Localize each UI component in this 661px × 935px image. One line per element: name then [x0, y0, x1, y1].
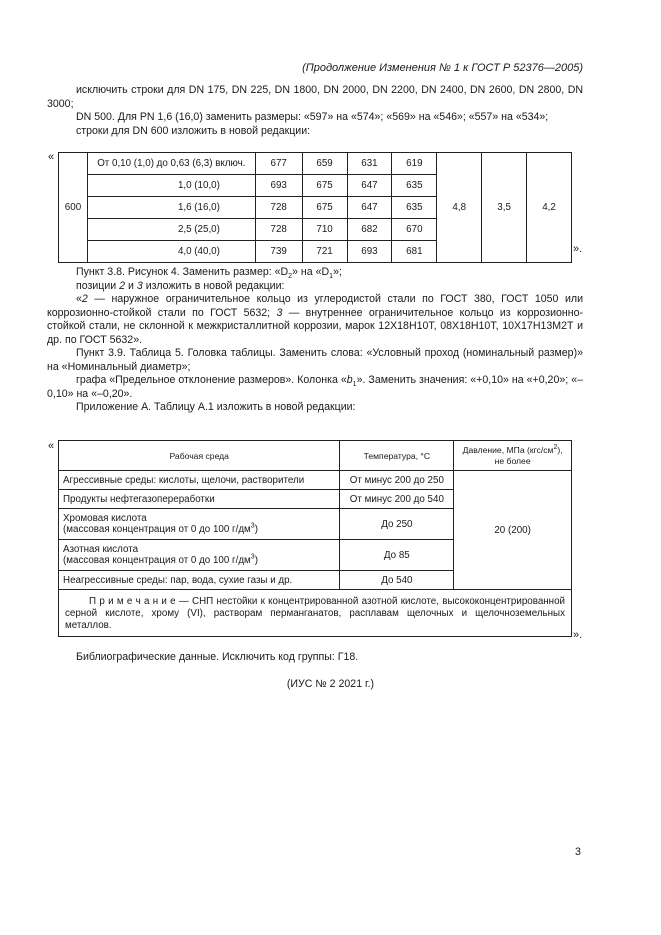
medium-cell: Хромовая кислота (массовая концентрация от 0 до 100 $г/дм^3$) [59, 509, 340, 540]
merged-cell-3: 4,2 [527, 153, 572, 263]
medium-cell: Продукты нефтегазопереработки [59, 490, 340, 509]
paragraph-biblio: Библиографические данные. Исключить код группы: Г18. [76, 651, 359, 663]
paragraph-dn600: строки для DN 600 изложить в новой редакции: [76, 125, 311, 137]
paragraph-graf: графа «Предельное отклонение размеров». Колонка «$b_1$». Заменить значения: «+0,10» на «+0,20»; «–0,10» на «–0,20». [47, 374, 583, 400]
paragraph-rings: «2 — наружное ограничительное кольцо из углеродистой стали по ГОСТ 380, ГОСТ 1050 или коррозионно-стойкой стали по ГОСТ 5632; 3 — внутреннее ограничительное кольцо из коррозионно-стойкой стали, не склонной к межкристаллитной коррозии, марок 12Х18Н10Т, 08Х18Н10Т, 10Х17Н13М2Т и др. по ГОСТ 5632». [47, 293, 584, 346]
pn-cell: 4,0 (40,0) [87, 241, 255, 263]
value-cell: 647 [347, 197, 392, 219]
table-note: П р и м е ч а н и е — СНП нестойки к концентрированной азотной кислоте, высококонцентрированной серной кислоте, хрому (VI), растворам перманганатов, расплавам щелочных и щелочноземельных металлов. [59, 590, 572, 637]
value-cell: 631 [347, 153, 392, 175]
value-cell: 677 [255, 153, 302, 175]
value-cell: 682 [347, 219, 392, 241]
ius-reference: (ИУС № 2 2021 г.) [286, 678, 375, 690]
table-note-row [59, 590, 572, 637]
value-cell: 619 [392, 153, 437, 175]
header-pressure: Давление, МПа $(кгс/см^2)$, не более [454, 441, 572, 471]
value-cell: 675 [302, 197, 347, 219]
medium-cell: Азотная кислота (массовая концентрация от 0 до 100 $г/дм^3$) [59, 540, 340, 571]
table-row [59, 471, 572, 490]
paragraph-p39: Пункт 3.9. Таблица 5. Головка таблицы. Заменить слова: «Условный проход (номинальный размер)» на «Номинальный диаметр»; [47, 347, 583, 373]
header-temperature: Температура, °С [340, 441, 454, 471]
pressure-cell: 20 (200) [454, 471, 572, 590]
paragraph-exclude-rows: исключить строки для DN 175, DN 225, DN 1800, DN 2000, DN 2200, DN 2400, DN 2600, DN 2800, DN 3000; [47, 84, 583, 110]
value-cell: 659 [302, 153, 347, 175]
temperature-cell: До 85 [340, 540, 454, 571]
medium-cell: Агрессивные среды: кислоты, щелочи, растворители [59, 471, 340, 490]
temperature-cell: От минус 200 до 540 [340, 490, 454, 509]
value-cell: 739 [255, 241, 302, 263]
medium-cell: Неагрессивные среды: пар, вода, сухие газы и др. [59, 571, 340, 590]
temperature-cell: До 540 [340, 571, 454, 590]
document-header: (Продолжение Изменения № 1 к ГОСТ Р 52376—2005) [302, 62, 583, 74]
value-cell: 635 [392, 197, 437, 219]
paragraph-positions: позиции 2 и 3 изложить в новой редакции: [76, 280, 285, 292]
table-row [59, 153, 572, 175]
pn-cell: 2,5 (25,0) [87, 219, 255, 241]
value-cell: 647 [347, 175, 392, 197]
value-cell: 728 [255, 197, 302, 219]
value-cell: 721 [302, 241, 347, 263]
merged-cell-1: 4,8 [437, 153, 482, 263]
quote-open-table1: « [48, 151, 55, 163]
pn-cell: 1,6 (16,0) [87, 197, 255, 219]
temperature-cell: От минус 200 до 250 [340, 471, 454, 490]
pn-cell: От 0,10 (1,0) до 0,63 (6,3) включ. [87, 153, 255, 175]
temperature-cell: До 250 [340, 509, 454, 540]
pn-cell: 1,0 (10,0) [87, 175, 255, 197]
value-cell: 675 [302, 175, 347, 197]
header-medium: Рабочая среда [59, 441, 340, 471]
value-cell: 670 [392, 219, 437, 241]
value-cell: 681 [392, 241, 437, 263]
paragraph-p38: Пункт 3.8. Рисунок 4. Заменить размер: «$D_2$» на «$D_1$»; [76, 266, 342, 281]
table-header-row [59, 441, 572, 471]
quote-close-table2: ». [573, 629, 583, 641]
dn600-table [58, 152, 572, 263]
quote-open-table2: « [48, 440, 55, 452]
quote-close-table1: ». [573, 243, 583, 255]
paragraph-appendix-a: Приложение А. Таблицу А.1 изложить в новой редакции: [76, 401, 356, 413]
value-cell: 710 [302, 219, 347, 241]
dn-cell: 600 [59, 153, 88, 263]
value-cell: 693 [255, 175, 302, 197]
paragraph-dn500: DN 500. Для PN 1,6 (16,0) заменить размеры: «597» на «574»; «569» на «546»; «557» на «534»; [76, 111, 549, 123]
value-cell: 635 [392, 175, 437, 197]
value-cell: 728 [255, 219, 302, 241]
merged-cell-2: 3,5 [482, 153, 527, 263]
value-cell: 693 [347, 241, 392, 263]
page-number: 3 [575, 846, 581, 858]
media-table [58, 440, 572, 637]
